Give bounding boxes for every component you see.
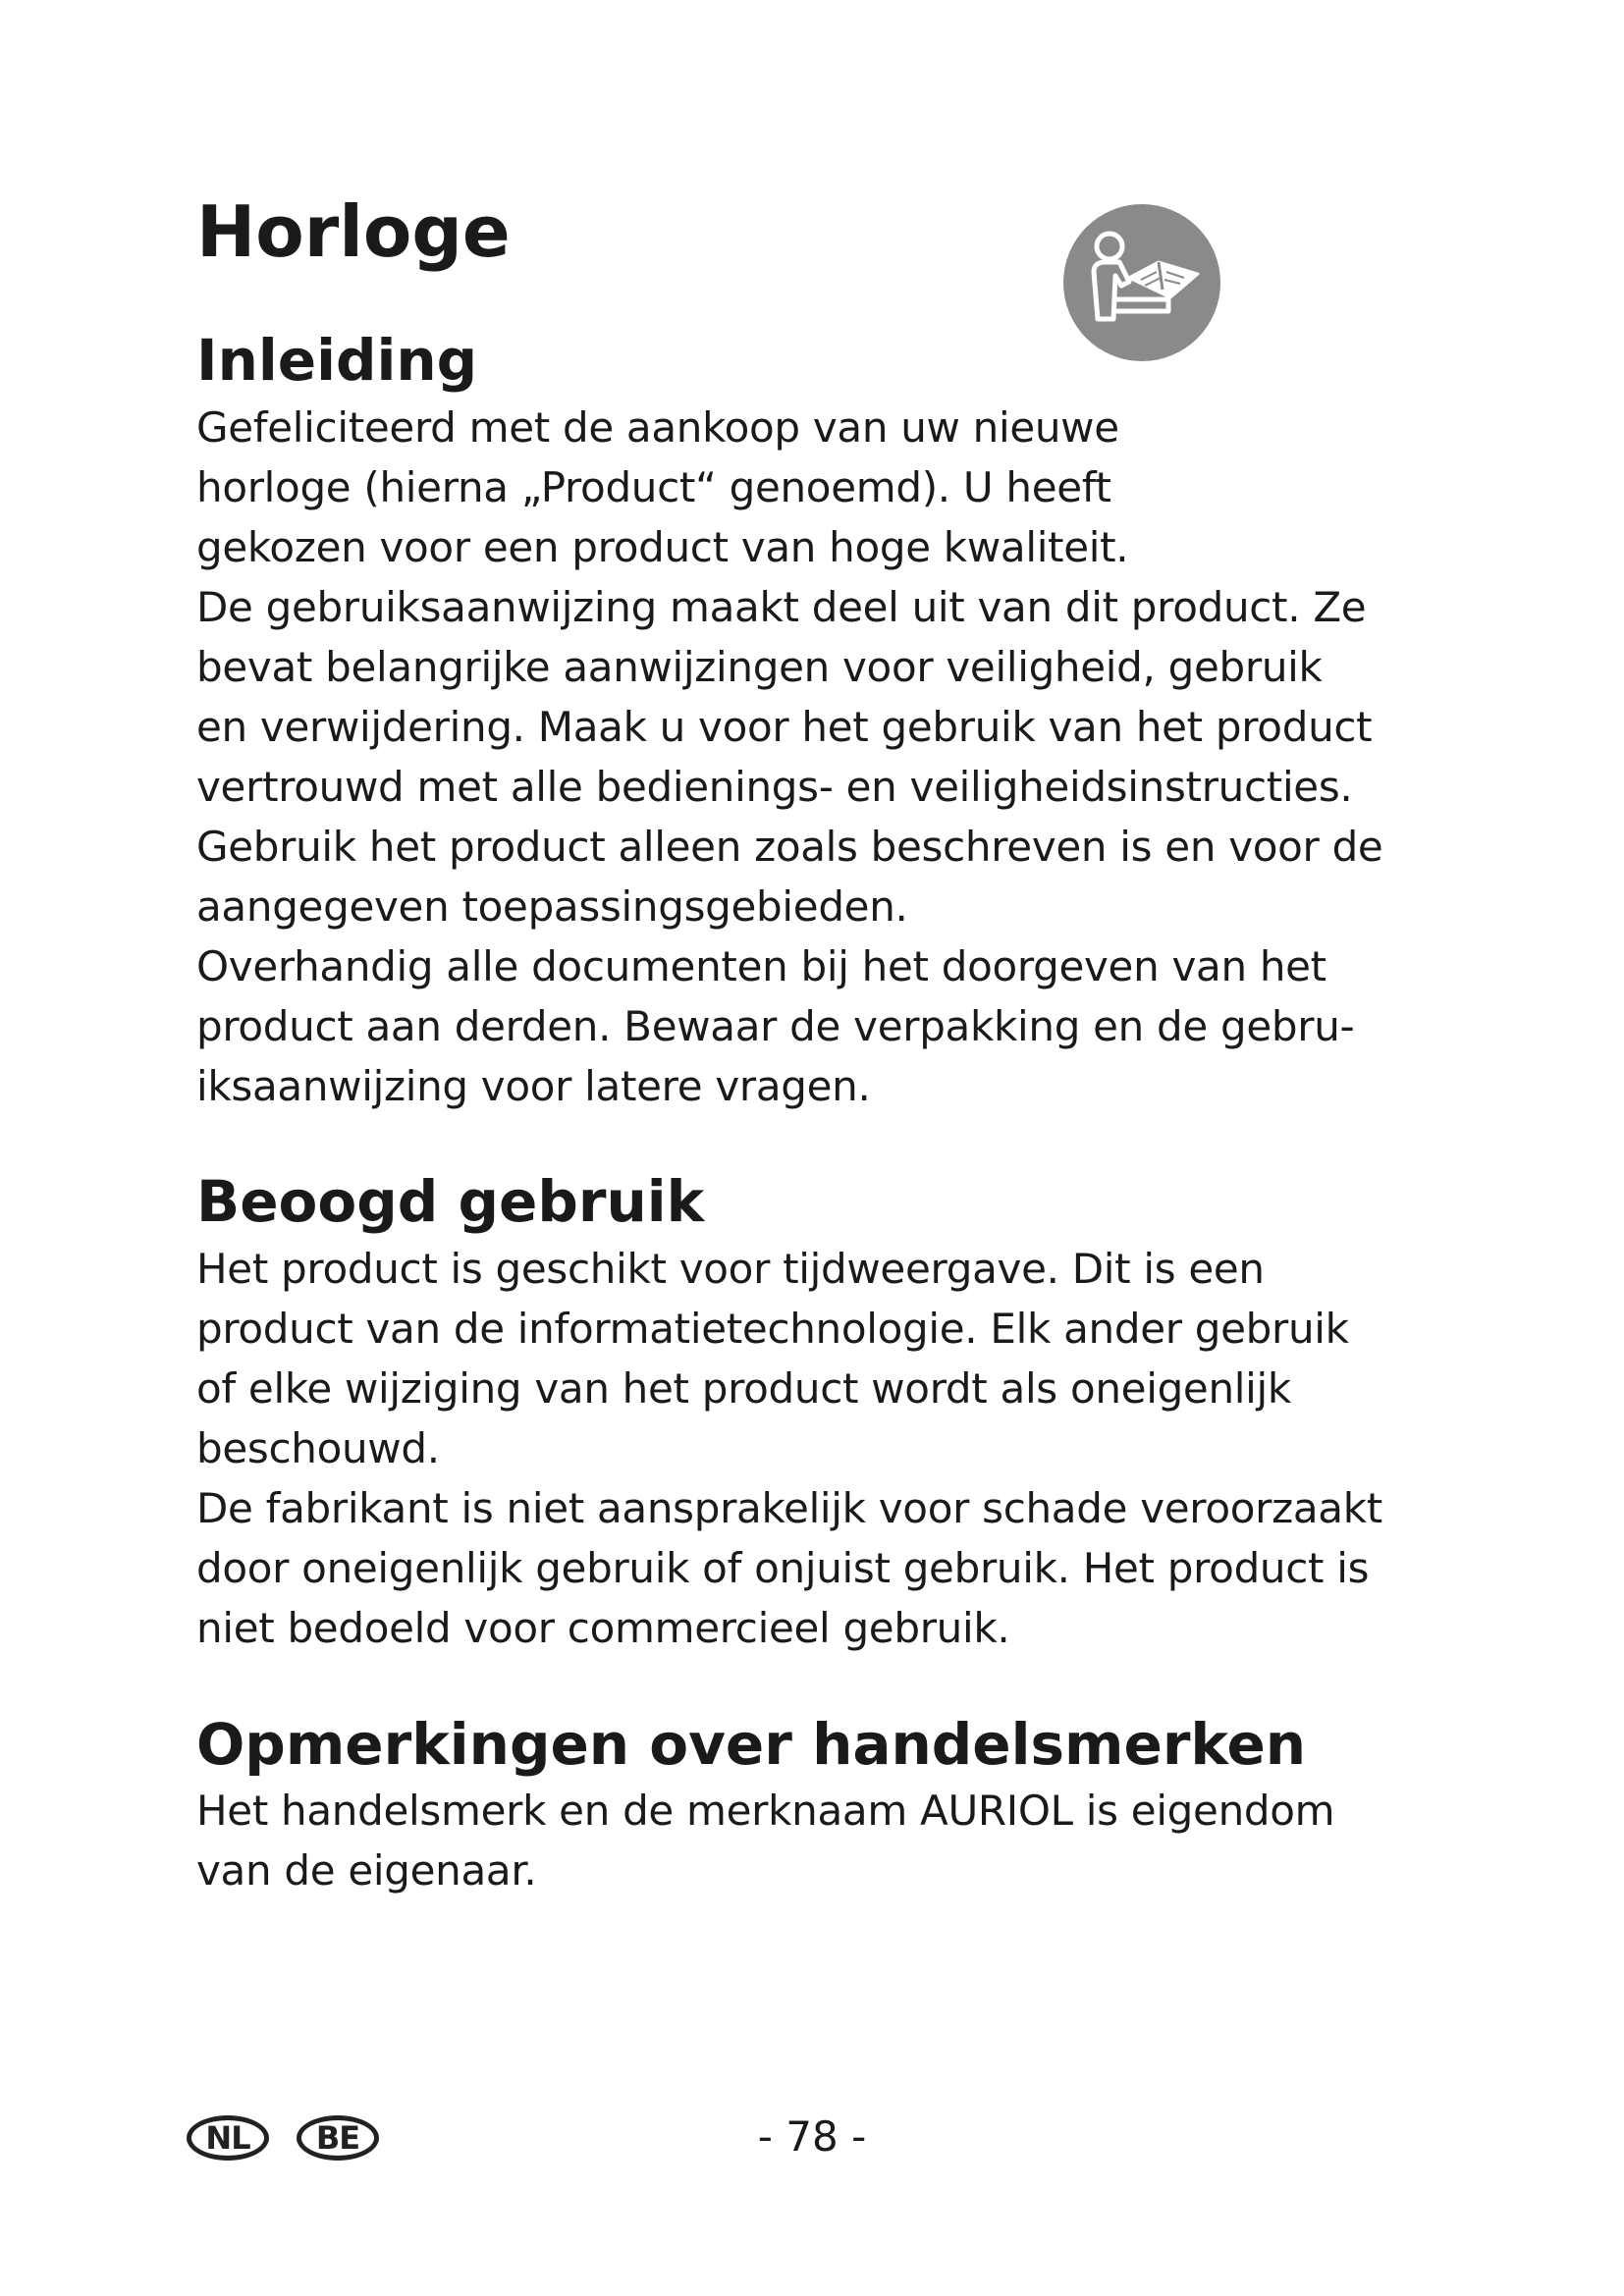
page-number: - 78 - (757, 2112, 867, 2161)
text-line: product van de informatietechnologie. Elk ander gebruik (196, 1305, 1349, 1353)
text-line: bevat belangrijke aanwijzingen voor veiligheid, gebruik (196, 643, 1323, 691)
section-heading-beoogd-gebruik: Beoogd gebruik (196, 1168, 705, 1235)
text-line: van de eigenaar. (196, 1846, 537, 1895)
page-title: Horloge (196, 190, 511, 273)
text-line: product aan derden. Bewaar de verpakking en de gebru- (196, 1002, 1355, 1050)
text-line: vertrouwd met alle bedienings- en veiligheidsinstructies. (196, 763, 1353, 811)
paragraph-manual (196, 577, 1382, 936)
text-line: door oneigenlijk gebruik of onjuist gebruik. Het product is (196, 1544, 1370, 1592)
text-line: beschouwd. (196, 1424, 440, 1472)
text-line: of elke wijziging van het product wordt als oneigenlijk (196, 1364, 1291, 1413)
paragraph-liability (196, 1478, 1382, 1658)
text-line: aangegeven toepassingsgebieden. (196, 882, 908, 931)
text-line: Het product is geschikt voor tijdweergave. Dit is een (196, 1245, 1265, 1293)
text-line: en verwijdering. Maak u voor het gebruik van het product (196, 703, 1373, 751)
country-badge-be: BE (297, 2115, 379, 2161)
paragraph-handover (196, 936, 1354, 1116)
text-line: Overhandig alle documenten bij het doorgeven van het (196, 942, 1326, 990)
text-line: iksaanwijzing voor latere vragen. (196, 1062, 871, 1110)
text-line: niet bedoeld voor commercieel gebruik. (196, 1604, 1010, 1652)
country-badge-nl: NL (187, 2115, 269, 2161)
section-heading-inleiding: Inleiding (196, 327, 478, 394)
read-manual-icon (1060, 201, 1223, 364)
text-line: gekozen voor een product van hoge kwaliteit. (196, 523, 1129, 571)
paragraph-intended-use (196, 1239, 1349, 1478)
text-line: Gebruik het product alleen zoals beschreven is en voor de (196, 823, 1383, 871)
text-line: De fabrikant is niet aansprakelijk voor schade veroorzaakt (196, 1484, 1382, 1532)
text-line: horloge (hierna „Product“ genoemd). U heeft (196, 463, 1111, 511)
text-line: Het handelsmerk en de merknaam AURIOL is eigendom (196, 1787, 1335, 1835)
paragraph-trademark (196, 1781, 1334, 1900)
text-line: Gefeliciteerd met de aankoop van uw nieuwe (196, 403, 1119, 452)
section-heading-handelsmerken: Opmerkingen over handelsmerken (196, 1711, 1307, 1778)
paragraph-intro (196, 398, 1128, 577)
text-line: De gebruiksaanwijzing maakt deel uit van dit product. Ze (196, 583, 1367, 631)
